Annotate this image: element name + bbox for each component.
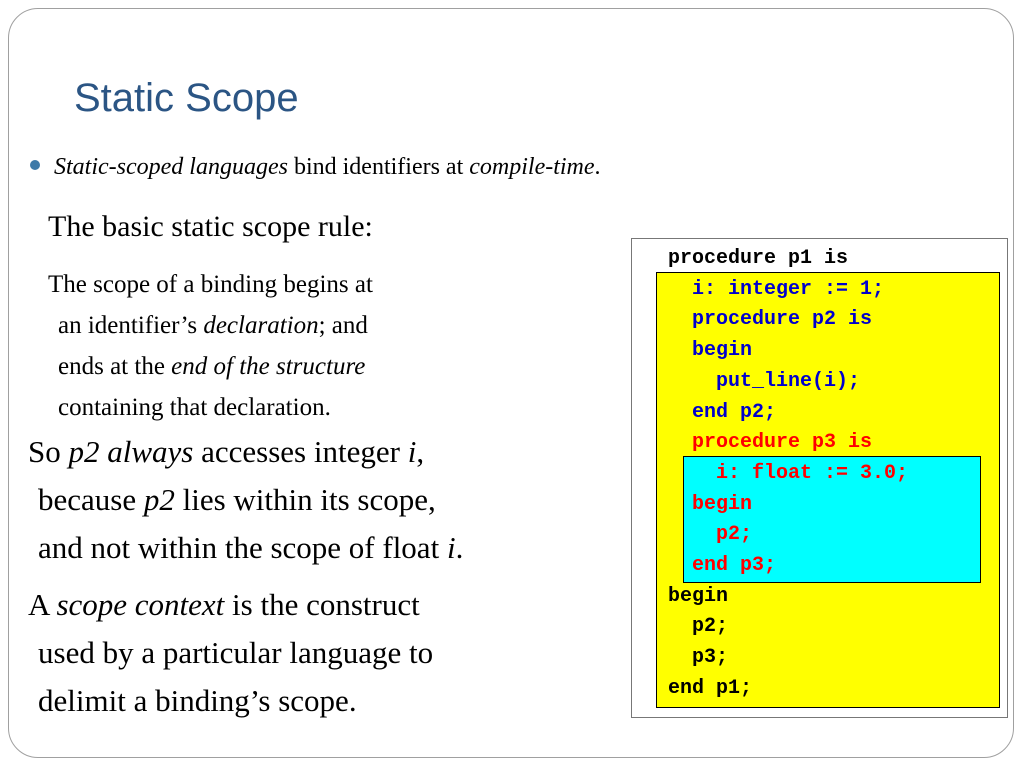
code-line: i: float := 3.0; (668, 461, 909, 485)
rule-line-2b: declaration (203, 312, 319, 339)
bullet-item (30, 154, 601, 181)
code-line: put_line(i); (668, 369, 861, 393)
para2-line-1 (28, 581, 608, 629)
rule-line-3b: end of the structure (171, 353, 366, 380)
para1-h: lies within its scope, (174, 482, 436, 517)
para2-b: scope context (56, 587, 225, 622)
bullet-text-italic-3: compile-time (469, 154, 595, 180)
code-line: end p2; (668, 400, 777, 424)
para1-line-3 (28, 524, 608, 572)
code-line: end p3; (668, 554, 777, 577)
bullet-text-4: . (594, 154, 601, 180)
code-line: begin (668, 584, 729, 608)
scope-context-paragraph (28, 581, 608, 725)
para1-k: . (455, 530, 464, 565)
code-line: procedure p3 is (668, 431, 873, 455)
para1-i: and not within the scope of float (38, 530, 447, 565)
para2-line-3: delimit a binding’s scope. (38, 683, 357, 718)
rule-heading: The basic static scope rule: (48, 210, 373, 243)
para2-a: A (28, 587, 57, 622)
slide-title: Static Scope (74, 76, 299, 120)
code-line: begin (668, 339, 753, 363)
bullet-dot-icon (30, 160, 40, 170)
para1-c: accesses integer (193, 434, 408, 469)
code-line: end p1; (668, 676, 753, 700)
para2-c: is the construct (224, 587, 420, 622)
para1-f: because (38, 482, 144, 517)
para1-b: p2 always (68, 434, 194, 469)
code-line: p3; (668, 646, 729, 670)
para1-j: i (446, 530, 456, 565)
para2-line-2: used by a particular language to (38, 635, 434, 670)
para1-e: , (416, 434, 425, 469)
explanation-paragraph (28, 428, 608, 572)
code-line: procedure p2 is (668, 308, 873, 332)
para1-line-2 (28, 476, 608, 524)
bullet-text-2: bind identifiers at (287, 154, 470, 180)
code-line: p2; (668, 523, 753, 547)
rule-line-3 (48, 346, 518, 387)
para1-d: i (407, 434, 417, 469)
para1-a: So (28, 434, 69, 469)
bullet-text-italic-1: Static-scoped languages (54, 154, 288, 180)
code-line: begin (668, 492, 753, 516)
rule-line-1: The scope of a binding begins at (48, 271, 373, 298)
rule-line-3a: ends at the (58, 353, 172, 380)
rule-line-2a: an identifier’s (58, 312, 204, 339)
code-line: i: integer := 1; (668, 277, 885, 301)
rule-body (48, 264, 518, 428)
rule-line-2c: ; and (318, 312, 368, 339)
rule-line-4: containing that declaration. (58, 394, 331, 421)
para1-line-1 (28, 428, 608, 476)
code-line: procedure p1 is (668, 247, 849, 270)
para1-g: p2 (143, 482, 175, 517)
code-line: p2; (668, 615, 729, 639)
rule-line-2 (48, 305, 518, 346)
